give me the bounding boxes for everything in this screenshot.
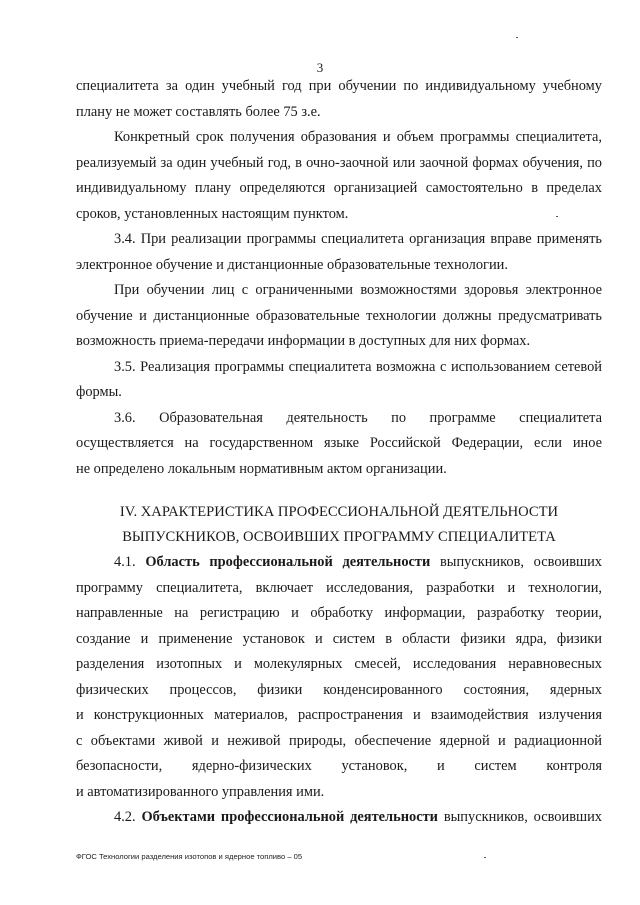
- body-text: [76, 74, 602, 831]
- paragraph-first-line: [76, 805, 602, 831]
- text-line: и автоматизированного управления ими.: [76, 783, 325, 800]
- scan-speck: [484, 857, 486, 858]
- bold-term: Область профессиональной деятельности: [145, 554, 431, 570]
- text-line: создание и применение установок и систем в области физики ядра, физики: [76, 630, 602, 647]
- text-line: программу специалитета, включает исследования, разработки и технологии,: [76, 579, 602, 596]
- text-line: формы.: [76, 384, 122, 400]
- clause-number: 4.2.: [114, 809, 136, 825]
- text-line: плану не может составлять более 75 з.е.: [76, 103, 321, 120]
- scan-speck: [556, 216, 558, 217]
- text-line: индивидуальному плану определяются организацией самостоятельно в пределах: [76, 180, 602, 196]
- text-line: реализуемый за один учебный год, в очно-заочной или заочной формах обучения, по: [76, 154, 602, 171]
- section-heading: ВЫПУСКНИКОВ, ОСВОИВШИХ ПРОГРАММУ СПЕЦИАЛИТЕТА: [122, 529, 556, 545]
- paragraph-first-line: 3.4. При реализации программы специалитета организация вправе применять: [114, 231, 602, 247]
- text-line: не определено локальным нормативным актом организации.: [76, 460, 447, 477]
- text-line: электронное обучение и дистанционные образовательные технологии.: [76, 256, 508, 273]
- text-line: с объектами живой и неживой природы, обеспечение ядерной и радиационной: [76, 732, 602, 749]
- paragraph-first-line: [76, 550, 602, 576]
- text-line: осуществляется на государственном языке Российской Федерации, если иное: [76, 435, 602, 451]
- bold-term: Объектами профессиональной деятельности: [141, 809, 438, 825]
- text-line: и конструкционных материалов, распространения и взаимодействия излучения: [76, 707, 602, 723]
- paragraph-first-line: При обучении лиц с ограниченными возможностями здоровья электронное: [114, 282, 602, 298]
- page-number: 3: [316, 60, 324, 75]
- document-footer: ФГОС Технологии разделения изотопов и ядерное топливо – 05: [76, 852, 303, 861]
- text-line: физических процессов, физики конденсированного состояния, ядерных: [76, 681, 602, 698]
- text-line: сроков, установленных настоящим пунктом.: [76, 205, 349, 222]
- section-heading: IV. ХАРАКТЕРИСТИКА ПРОФЕССИОНАЛЬНОЙ ДЕЯТЕЛЬНОСТИ: [119, 504, 559, 520]
- text-line: возможность приема-передачи информации в доступных для них формах.: [76, 333, 531, 349]
- clause-number: 4.1.: [114, 554, 136, 570]
- text-line: направленные на регистрацию и обработку информации, разработку теории,: [76, 605, 602, 621]
- text-line: специалитета за один учебный год при обучении по индивидуальному учебному: [76, 78, 602, 94]
- text-line: безопасности, ядерно-физических установок, и систем контроля: [76, 758, 602, 774]
- text-fragment: выпускников, освоивших: [439, 554, 602, 570]
- paragraph-first-line: 3.5. Реализация программы специалитета возможна с использованием сетевой: [114, 358, 602, 375]
- paragraph-first-line: 3.6. Образовательная деятельность по программе специалитета: [114, 409, 602, 426]
- paragraph-first-line: Конкретный срок получения образования и объем программы специалитета,: [114, 129, 602, 145]
- scan-speck: [516, 37, 518, 38]
- text-line: обучение и дистанционные образовательные технологии должны предусматривать: [76, 307, 602, 324]
- text-line: разделения изотопных и молекулярных смесей, исследования неравновесных: [76, 656, 602, 672]
- text-fragment: выпускников, освоивших: [443, 809, 602, 825]
